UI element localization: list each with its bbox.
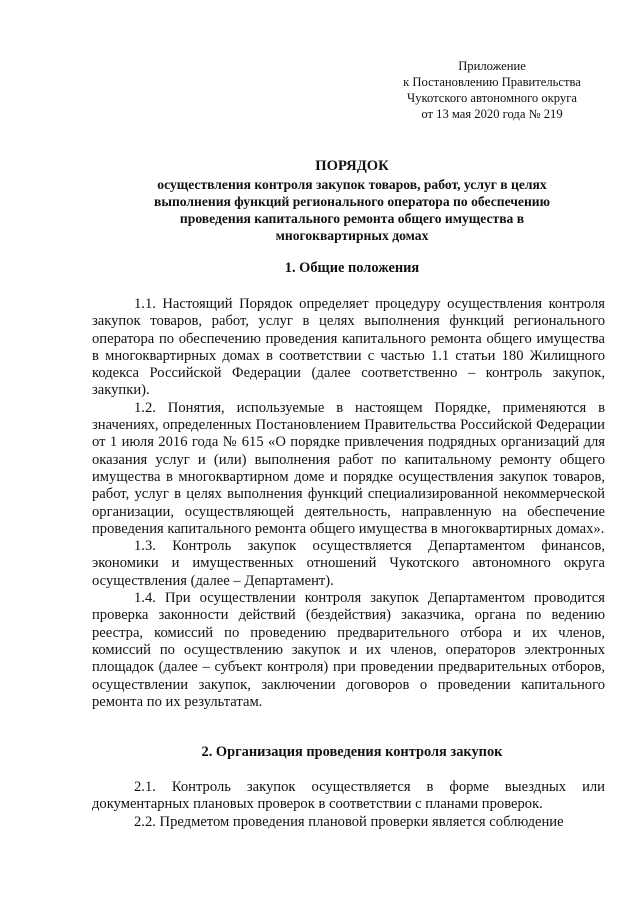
title-line-1: осуществления контроля закупок товаров, работ, услуг в целях bbox=[157, 177, 547, 192]
paragraph-2-2: 2.2. Предметом проведения плановой проверки является соблюдение bbox=[134, 813, 564, 830]
paragraph-1-4: 1.4. При осуществлении контроля закупок Департаментом проводится проверка законности действий (бездействия) заказчика, органа по ведению реестра, комиссий по проведению предварительного отбора и их членов, комиссий по осуществлению закупок и их членов, операторов электронных площадок (далее – субъект контроля) при проведении предварительных отборов, осуществлении закупок, заключении договоров о проведении капитального ремонта по их результатам. bbox=[92, 590, 605, 710]
paragraph-1-1: 1.1. Настоящий Порядок определяет процедуру осуществления контроля закупок товаров, работ, услуг в целях выполнения функций регионального оператора по обеспечению проведения капитального ремонта общего имущества в многоквартирных домах в соответствии с частью 1.1 статьи 180 Жилищного кодекса Российской Федерации (далее соответственно – контроль закупок, закупки). bbox=[92, 296, 605, 399]
section-1-body bbox=[92, 296, 605, 711]
title-line-3: проведения капитального ремонта общего имущества в bbox=[179, 211, 525, 226]
paragraph-1-3: 1.3. Контроль закупок осуществляется Департаментом финансов, экономики и имущественных отношений Чукотского автономного округа осуществления (далее – Департамент). bbox=[92, 538, 605, 589]
appendix-line-3: Чукотского автономного округа bbox=[407, 91, 577, 105]
paragraph-1-2: 1.2. Понятия, используемые в настоящем Порядке, применяются в значениях, определенных Постановлением Правительства Российской Федерации от 1 июля 2016 года № 615 «О порядке привлечения подрядных организаций для оказания услуг и (или) выполнения работ по капитальному ремонту общего имущества в многоквартирном доме и порядке осуществления закупок товаров, работ, услуг в целях выполнения функций специализированной некоммерческой организации, осуществляющей деятельность, направленную на обеспечение проведения капитального ремонта общего имущества в многоквартирных домах». bbox=[92, 399, 605, 537]
section-1-heading: 1. Общие положения bbox=[284, 260, 420, 276]
section-2-body bbox=[92, 779, 605, 831]
appendix-header bbox=[372, 58, 612, 122]
document-title bbox=[92, 158, 612, 244]
title-line-2: выполнения функций регионального оператора по обеспечению bbox=[153, 194, 551, 209]
document-name: ПОРЯДОК bbox=[315, 158, 389, 174]
appendix-line-1: Приложение bbox=[458, 59, 526, 73]
section-2-heading: 2. Организация проведения контроля закупок bbox=[201, 744, 503, 760]
paragraph-2-1: 2.1. Контроль закупок осуществляется в форме выездных или документарных плановых проверок в соответствии с планами проверок. bbox=[92, 779, 605, 813]
appendix-line-4: от 13 мая 2020 года № 219 bbox=[421, 107, 563, 121]
title-line-4: многоквартирных домах bbox=[275, 228, 429, 243]
appendix-line-2: к Постановлению Правительства bbox=[403, 75, 581, 89]
